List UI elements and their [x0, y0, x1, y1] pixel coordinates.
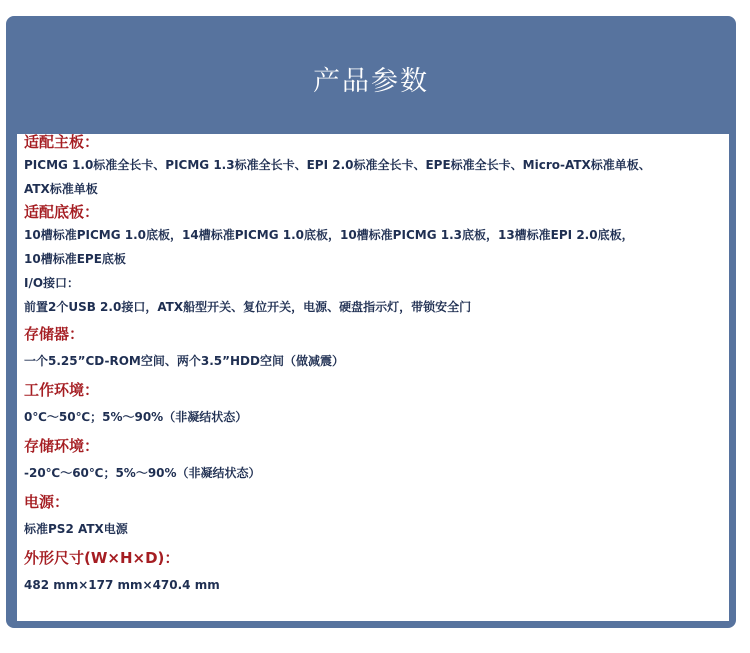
- main-board-text-1: PICMG 1.0标准全长卡、PICMG 1.3标准全长卡、EPI 2.0标准全长卡、EPE标准全长卡、Micro-ATX标准单板、: [24, 158, 651, 172]
- backplane-text-1: 10槽标准PICMG 1.0底板，14槽标准PICMG 1.0底板，10槽标准PICMG 1.3底板，13槽标准EPI 2.0底板，: [24, 228, 634, 242]
- page-title: 产品参数: [313, 65, 429, 97]
- power-text: 标准PS2 ATX电源: [24, 522, 128, 536]
- dimensions-text: 482 mm×177 mm×470.4 mm: [24, 578, 220, 592]
- backplane-heading: 适配底板：: [24, 203, 100, 221]
- dimensions-heading: 外形尺寸(W×H×D)：: [24, 549, 180, 567]
- io-text: 前置2个USB 2.0接口，ATX船型开关、复位开关，电源、硬盘指示灯，带锁安全门: [24, 300, 472, 314]
- work-env-heading: 工作环境：: [24, 381, 100, 399]
- storage-env-heading: 存储环境：: [24, 437, 100, 455]
- storage-text: 一个5.25”CD-ROM空间、两个3.5”HDD空间（做减震）: [24, 354, 344, 368]
- backplane-text-2: 10槽标准EPE底板: [24, 252, 126, 266]
- storage-heading: 存储器：: [24, 325, 85, 343]
- storage-env-text: -20℃～60℃；5%～90%（非凝结状态）: [24, 466, 261, 480]
- io-heading: I/O接口：: [24, 276, 80, 290]
- power-heading: 电源：: [24, 493, 70, 511]
- spec-list: [24, 131, 724, 597]
- main-board-heading: 适配主板：: [24, 133, 100, 151]
- main-board-text-2: ATX标准单板: [24, 182, 98, 196]
- header-banner: [6, 16, 736, 134]
- work-env-text: 0℃～50℃；5%～90%（非凝结状态）: [24, 410, 248, 424]
